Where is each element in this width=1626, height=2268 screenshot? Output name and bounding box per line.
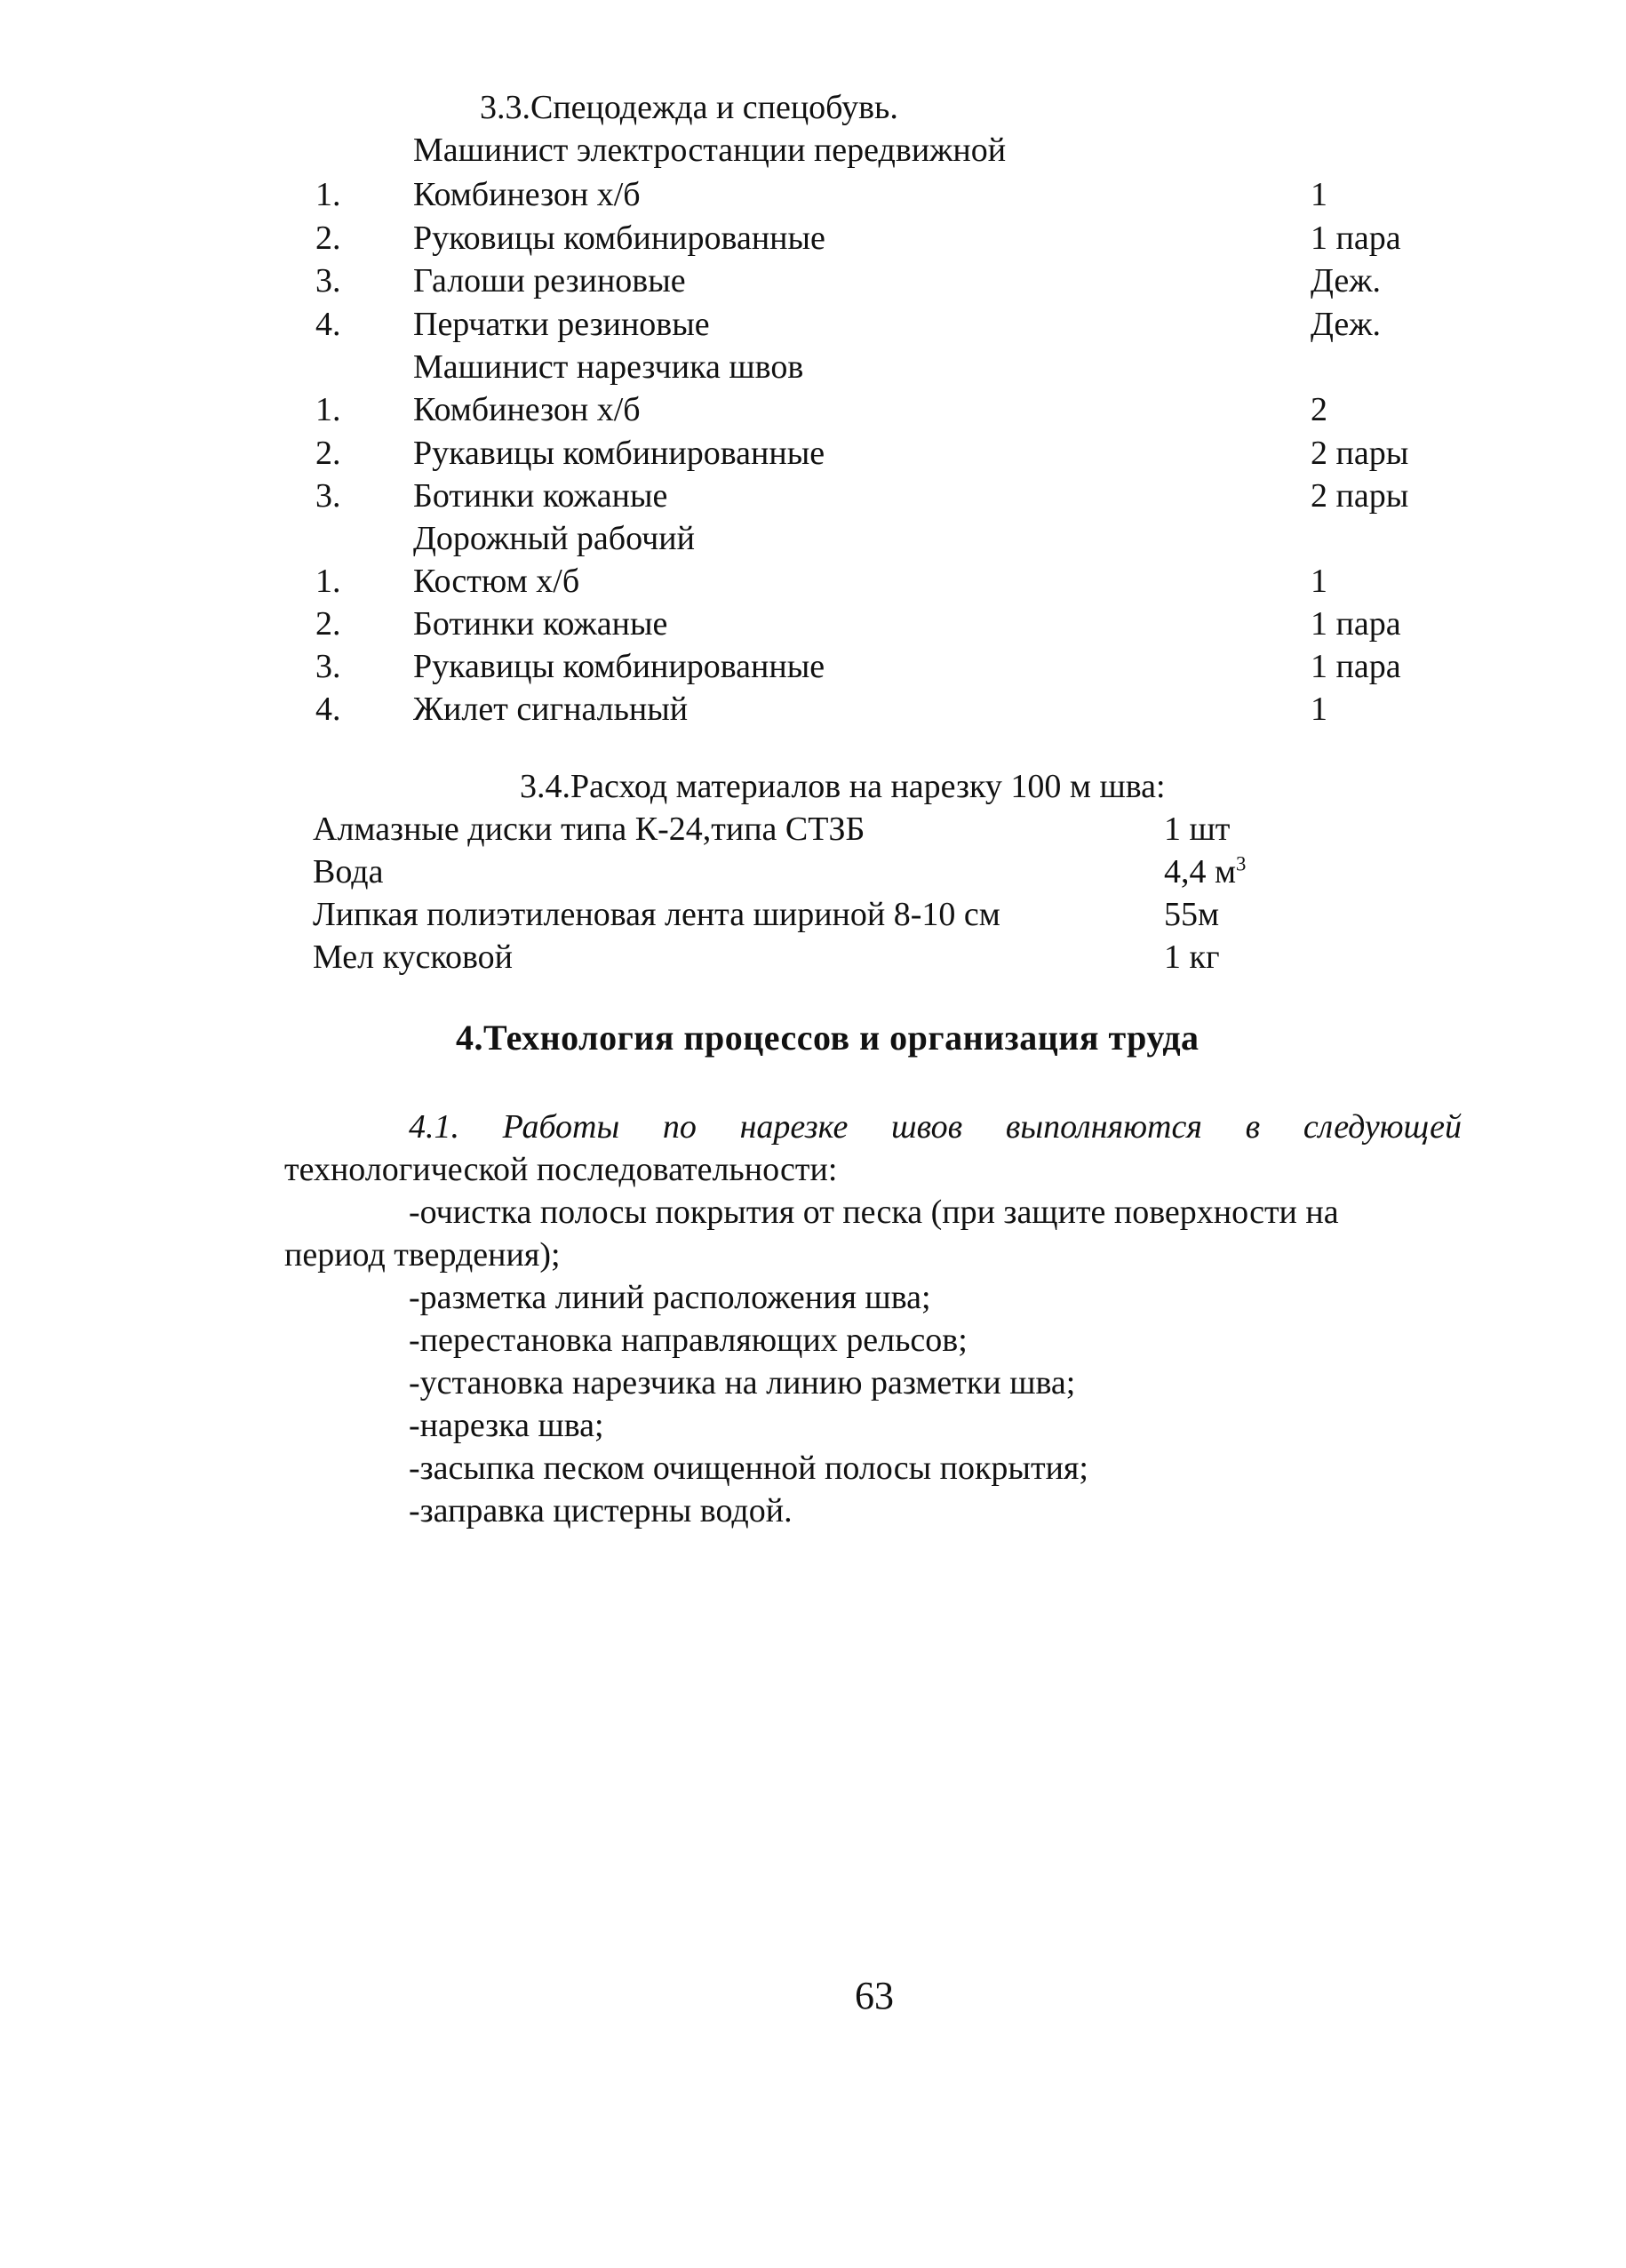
item-name: Комбинезон х/б <box>413 176 641 213</box>
material-quantity: 1 шт <box>1164 811 1231 848</box>
item-number: 1. <box>315 391 341 428</box>
item-number: 3. <box>315 648 341 685</box>
step-line: -нарезка шва; <box>409 1407 604 1444</box>
item-name: Костюм х/б <box>413 563 580 600</box>
material-name: Алмазные диски типа К-24,типа СТЗБ <box>313 811 865 848</box>
material-quantity <box>1164 851 1246 892</box>
item-quantity: 2 <box>1311 391 1327 428</box>
item-number: 1. <box>315 176 341 213</box>
item-number: 2. <box>315 220 341 257</box>
material-name: Вода <box>313 853 384 890</box>
item-quantity: 2 пары <box>1311 477 1409 515</box>
item-quantity: 1 <box>1311 563 1327 600</box>
item-quantity: 1 <box>1311 176 1327 213</box>
item-name: Ботинки кожаные <box>413 477 668 515</box>
item-name: Ботинки кожаные <box>413 605 668 643</box>
item-name: Галоши резиновые <box>413 262 686 299</box>
item-name: Перчатки резиновые <box>413 306 710 343</box>
material-name: Мел кусковой <box>313 938 513 976</box>
item-name: Жилет сигнальный <box>413 691 689 728</box>
item-quantity: Деж. <box>1311 262 1382 299</box>
section-4-heading: 4.Технология процессов и организация труда <box>456 1018 1200 1058</box>
role-heading: Машинист нарезчика швов <box>413 348 804 386</box>
item-quantity: 1 пара <box>1311 648 1401 685</box>
section-3-4-title: 3.4.Расход материалов на нарезку 100 м шва: <box>520 768 1166 805</box>
step-line-continuation: период твердения); <box>284 1236 561 1274</box>
section-3-3-title: 3.3.Спецодежда и спецобувь. <box>480 89 898 126</box>
item-number: 4. <box>315 306 341 343</box>
step-line: -перестановка направляющих рельсов; <box>409 1322 968 1359</box>
step-line: -засыпка песком очищенной полосы покрытия; <box>409 1449 1088 1487</box>
material-quantity-exponent: 3 <box>1236 852 1247 875</box>
item-number: 1. <box>315 563 341 600</box>
role-heading: Машинист электростанции передвижной <box>413 132 1007 169</box>
material-quantity: 55м <box>1164 896 1220 933</box>
paragraph-4-1-line2: технологической последовательности: <box>284 1151 838 1188</box>
item-name: Комбинезон х/б <box>413 391 641 428</box>
paragraph-4-1-line1: 4.1. Работы по нарезке швов выполняются в следующей <box>409 1108 1462 1146</box>
material-quantity: 1 кг <box>1164 938 1220 976</box>
item-number: 2. <box>315 435 341 472</box>
step-line: -разметка линий расположения шва; <box>409 1279 931 1316</box>
item-quantity: 1 пара <box>1311 220 1401 257</box>
item-name: Руковицы комбинированные <box>413 220 825 257</box>
step-line: -установка нарезчика на линию разметки шва; <box>409 1364 1076 1402</box>
item-quantity: Деж. <box>1311 306 1382 343</box>
item-quantity: 1 <box>1311 691 1327 728</box>
item-number: 4. <box>315 691 341 728</box>
item-number: 2. <box>315 605 341 643</box>
item-quantity: 2 пары <box>1311 435 1409 472</box>
item-number: 3. <box>315 262 341 299</box>
step-line: -заправка цистерны водой. <box>409 1492 793 1529</box>
item-number: 3. <box>315 477 341 515</box>
item-name: Рукавицы комбинированные <box>413 435 825 472</box>
step-line: -очистка полосы покрытия от песка (при защите поверхности на <box>409 1194 1339 1231</box>
material-quantity-value: 4,4 м <box>1164 853 1237 890</box>
material-name: Липкая полиэтиленовая лента шириной 8-10 см <box>313 896 1000 933</box>
page-number: 63 <box>855 1974 894 2017</box>
item-name: Рукавицы комбинированные <box>413 648 825 685</box>
role-heading: Дорожный рабочий <box>413 520 695 557</box>
item-quantity: 1 пара <box>1311 605 1401 643</box>
